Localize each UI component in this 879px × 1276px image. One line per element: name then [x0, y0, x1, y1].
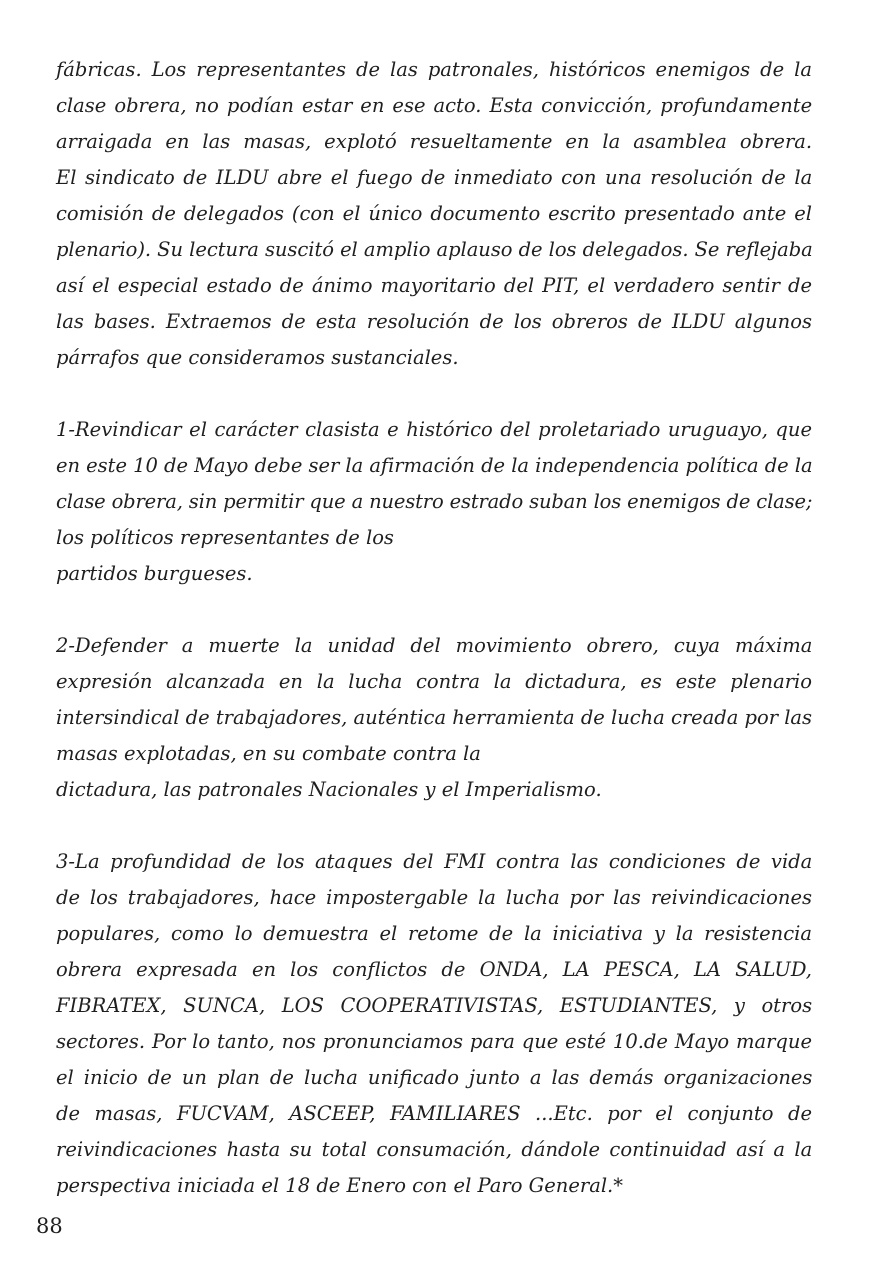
text-line: obrera expresada en los conflictos de ONDA, LA PESCA, LA SALUD,	[56, 958, 812, 981]
paragraph-point-1	[56, 412, 812, 592]
text-line: partidos burgueses.	[56, 562, 253, 585]
text-line: perspectiva iniciada el 18 de Enero con el Paro General.*	[56, 1174, 624, 1197]
text-line: fábricas. Los representantes de las patronales, históricos enemigos de la	[56, 58, 812, 81]
text-line: dictadura, las patronales Nacionales y el Imperialismo.	[56, 778, 602, 801]
text-line: las bases. Extraemos de esta resolución de los obreros de ILDU algunos	[56, 310, 812, 333]
text-line: intersindical de trabajadores, auténtica herramienta de lucha creada por las	[56, 706, 812, 729]
text-line: de los trabajadores, hace impostergable la lucha por las reivindicaciones	[56, 886, 812, 909]
text-line: clase obrera, sin permitir que a nuestro estrado suban los enemigos de clase;	[56, 490, 813, 513]
text-line: 2-Defender a muerte la unidad del movimiento obrero, cuya máxima	[56, 634, 813, 657]
text-line: de masas, FUCVAM, ASCEEP, FAMILIARES ...Etc. por el conjunto de	[56, 1102, 812, 1125]
text-line: el inicio de un plan de lucha unificado junto a las demás organizaciones	[56, 1066, 813, 1089]
text-line: El sindicato de ILDU abre el fuego de inmediato con una resolución de la	[56, 166, 813, 189]
text-line: arraigada en las masas, explotó resueltamente en la asamblea obrera.	[56, 130, 813, 153]
text-line: párrafos que consideramos sustanciales.	[56, 346, 459, 369]
text-line: en este 10 de Mayo debe ser la afirmación de la independencia política de la	[56, 454, 813, 477]
paragraph-point-2	[56, 628, 812, 808]
text-line: clase obrera, no podían estar en ese acto. Esta convicción, profundamente	[56, 94, 813, 117]
text-line: masas explotadas, en su combate contra la	[56, 742, 481, 765]
text-line: expresión alcanzada en la lucha contra la dictadura, es este plenario	[56, 670, 812, 693]
paragraph-intro	[56, 52, 812, 376]
text-line: populares, como lo demuestra el retome de la iniciativa y la resistencia	[56, 922, 813, 945]
text-line: así el especial estado de ánimo mayoritario del PIT, el verdadero sentir de	[56, 274, 812, 297]
text-line: plenario). Su lectura suscitó el amplio aplauso de los delegados. Se reflejaba	[56, 238, 813, 261]
paragraph-point-3	[56, 844, 812, 1204]
text-line: reivindicaciones hasta su total consumación, dándole continuidad así a la	[56, 1138, 813, 1161]
text-line: 1-Revindicar el carácter clasista e histórico del proletariado uruguayo, que	[56, 418, 813, 441]
text-line: 3-La profundidad de los ataques del FMI contra las condiciones de vida	[56, 850, 813, 873]
text-line: FIBRATEX, SUNCA, LOS COOPERATIVISTAS, ESTUDIANTES, y otros	[56, 994, 813, 1017]
text-line: sectores. Por lo tanto, nos pronunciamos para que esté 10.de Mayo marque	[56, 1030, 812, 1053]
body-text	[56, 52, 812, 1204]
text-line: los políticos representantes de los	[56, 526, 394, 549]
text-line: comisión de delegados (con el único documento escrito presentado ante el	[56, 202, 812, 225]
page-number: 88	[36, 1214, 63, 1238]
